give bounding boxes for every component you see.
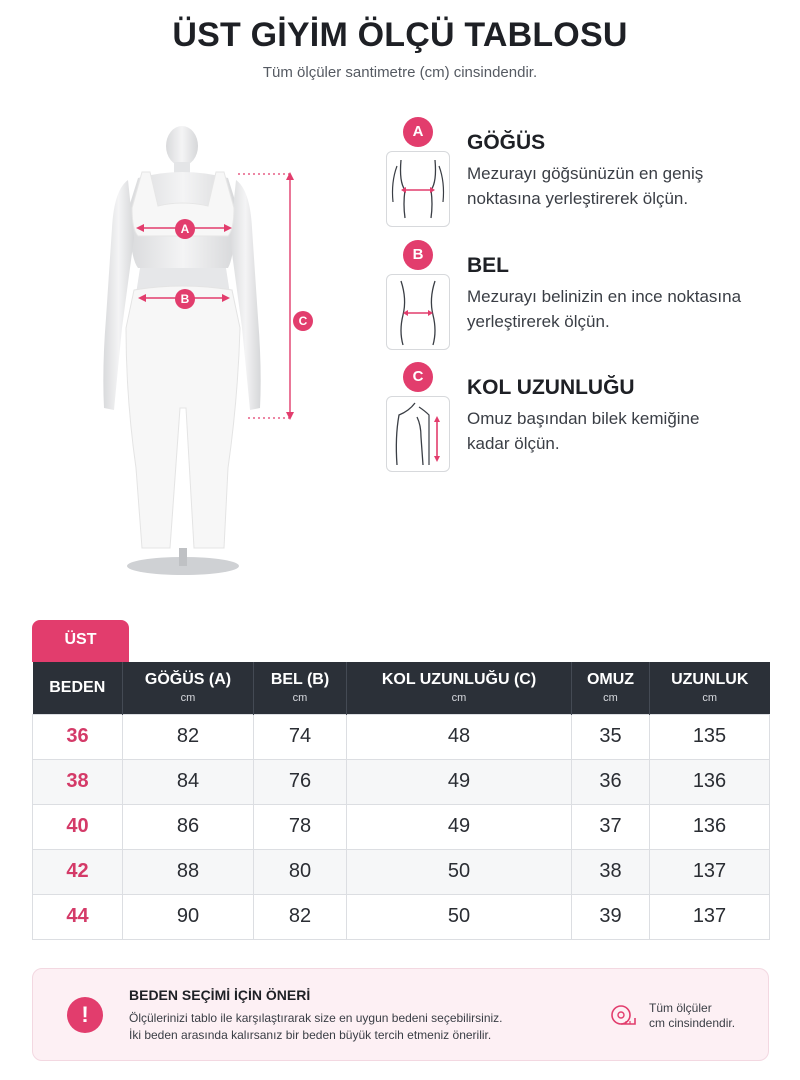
column-label: KOL UZUNLUĞU (C) — [381, 671, 537, 689]
size-cell: 44 — [33, 894, 123, 939]
waist-desc-line-1: Mezurayı belinizin en ince noktasına — [467, 287, 742, 306]
tip-note-line-2: cm cinsindendir. — [649, 1016, 736, 1030]
column-label: GÖĞÜS (A) — [144, 671, 232, 689]
table-cell: 135 — [650, 714, 770, 759]
table-cell: 88 — [123, 849, 254, 894]
marker-a-badge: A — [175, 219, 195, 239]
table-cell: 137 — [650, 894, 770, 939]
column-header-size — [33, 662, 123, 714]
tip-title: BEDEN SEÇİMİ İÇİN ÖNERİ — [129, 987, 311, 1003]
waist-diagram-icon — [386, 274, 450, 350]
table-cell: 50 — [347, 894, 572, 939]
size-cell: 40 — [33, 804, 123, 849]
column-header-length — [650, 662, 770, 714]
badge-b: B — [403, 240, 433, 270]
table-cell: 136 — [650, 804, 770, 849]
table-cell: 49 — [347, 804, 572, 849]
badge-a: A — [403, 117, 433, 147]
chest-desc-line-1: Mezurayı göğsünüzün en geniş — [467, 164, 704, 183]
measure-sleeve — [385, 362, 785, 482]
column-label: UZUNLUK — [671, 671, 749, 689]
sleeve-desc-line-1: Omuz başından bilek kemiğine — [467, 409, 700, 428]
table-cell: 50 — [347, 849, 572, 894]
marker-c-badge: C — [293, 311, 313, 331]
table-cell: 39 — [572, 894, 650, 939]
sleeve-desc-line-2: kadar ölçün. — [467, 434, 560, 453]
table-cell: 137 — [650, 849, 770, 894]
table-cell: 136 — [650, 759, 770, 804]
size-cell: 36 — [33, 714, 123, 759]
waist-description — [467, 284, 777, 334]
mannequin-figure — [78, 118, 328, 588]
waist-title: BEL — [467, 254, 509, 277]
table-cell: 82 — [123, 714, 254, 759]
table-cell: 74 — [254, 714, 347, 759]
table-header-row — [33, 662, 770, 714]
table-row — [33, 714, 770, 759]
column-header-sleeve — [347, 662, 572, 714]
table-cell: 86 — [123, 804, 254, 849]
table-cell: 36 — [572, 759, 650, 804]
column-label: BEL (B) — [270, 671, 330, 689]
table-row — [33, 849, 770, 894]
size-cell: 38 — [33, 759, 123, 804]
tip-note-line-1: Tüm ölçüler — [649, 1001, 712, 1015]
sleeve-diagram-icon — [386, 396, 450, 472]
table-cell: 49 — [347, 759, 572, 804]
table-cell: 37 — [572, 804, 650, 849]
chest-title: GÖĞÜS — [467, 131, 546, 154]
table-row — [33, 804, 770, 849]
tip-note — [649, 1001, 735, 1031]
tip-line-1: Ölçülerinizi tablo ile karşılaştırarak size en uygun bedeni seçebilirsiniz. — [129, 1011, 503, 1025]
table-row — [33, 894, 770, 939]
column-unit: cm — [603, 692, 618, 705]
column-header-chest — [123, 662, 254, 714]
mannequin-illustration — [78, 118, 328, 588]
tip-line-2: İki beden arasında kalırsanız bir beden büyük tercih etmeniz önerilir. — [129, 1028, 492, 1042]
page-subtitle: Tüm ölçüler santimetre (cm) cinsindendir. — [262, 64, 538, 81]
column-unit: cm — [451, 692, 467, 705]
table-row — [33, 759, 770, 804]
page-title: ÜST GİYİM ÖLÇÜ TABLOSU — [172, 16, 628, 54]
chest-desc-line-2: noktasına yerleştirerek ölçün. — [467, 189, 689, 208]
column-label: OMUZ — [586, 671, 635, 689]
tab-ust[interactable]: ÜST — [32, 620, 129, 662]
table-cell: 90 — [123, 894, 254, 939]
size-table — [32, 662, 770, 940]
table-cell: 84 — [123, 759, 254, 804]
column-unit: cm — [180, 692, 196, 705]
chest-diagram-icon — [386, 151, 450, 227]
size-cell: 42 — [33, 849, 123, 894]
sleeve-title: KOL UZUNLUĞU — [467, 376, 635, 399]
measuring-tape-icon — [609, 1001, 637, 1029]
table-cell: 38 — [572, 849, 650, 894]
table-cell: 76 — [254, 759, 347, 804]
waist-desc-line-2: yerleştirerek ölçün. — [467, 312, 610, 331]
chest-description — [467, 161, 777, 211]
size-tip-box — [32, 968, 769, 1061]
badge-c: C — [403, 362, 433, 392]
measure-waist — [385, 240, 785, 360]
marker-b-badge: B — [175, 289, 195, 309]
table-cell: 48 — [347, 714, 572, 759]
table-cell: 82 — [254, 894, 347, 939]
column-header-shoulder — [572, 662, 650, 714]
table-cell: 80 — [254, 849, 347, 894]
table-cell: 78 — [254, 804, 347, 849]
column-header-waist — [254, 662, 347, 714]
column-label: BEDEN — [49, 678, 106, 696]
alert-icon: ! — [67, 997, 103, 1033]
sleeve-description — [467, 406, 777, 456]
column-unit: cm — [292, 692, 308, 705]
table-cell: 35 — [572, 714, 650, 759]
column-unit: cm — [702, 692, 718, 705]
measure-chest — [385, 117, 785, 237]
